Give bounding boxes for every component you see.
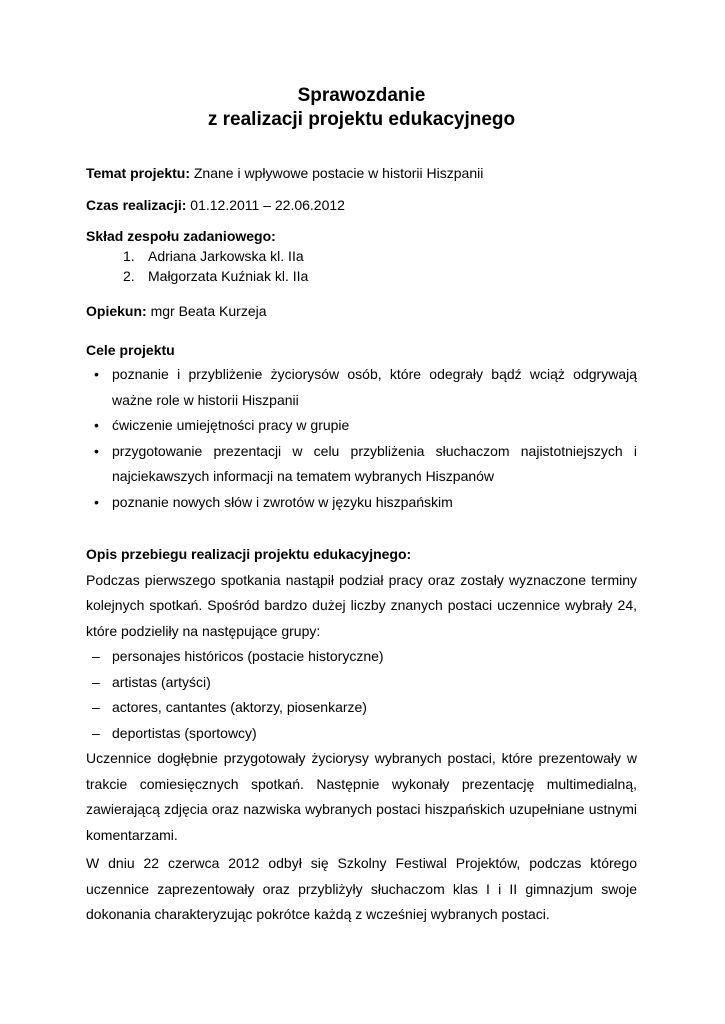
team-member <box>86 246 637 266</box>
duration-label: Czas realizacji: <box>86 197 187 213</box>
bullet-icon: • <box>94 493 99 510</box>
group-item <box>86 670 637 696</box>
goal-text: ćwiczenie umiejętności pracy w grupie <box>112 417 350 433</box>
topic-row <box>86 163 637 183</box>
goal-text: poznanie nowych słów i zwrotów w języku hiszpańskim <box>112 493 453 510</box>
goal-text: przygotowanie prezentacji w celu przybliżenia słuchaczom najistotniejszych i najciekawszych informacji na tematem wybranych Hiszpanów <box>112 442 637 484</box>
document-title-line2: z realizacji projektu edukacyjnego <box>207 109 516 130</box>
team-member-name: Adriana Jarkowska kl. IIa <box>148 248 304 264</box>
dash-icon: – <box>92 724 100 741</box>
team-member-number: 2. <box>123 268 135 284</box>
goal-text: poznanie i przybliżenie życiorysów osób, które odegrały bądź wciąż odgrywają ważne role w historii Hiszpanii <box>112 366 637 408</box>
document-title <box>86 84 637 132</box>
duration-value: 01.12.2011 – 22.06.2012 <box>190 197 345 213</box>
goals-list <box>86 362 637 515</box>
group-text: artistas (artyści) <box>112 673 211 690</box>
goal-item <box>86 362 637 413</box>
description-paragraph-work: Uczennice dogłębnie przygotowały życiorysy wybranych postaci, które prezentowały w trakcie comiesięcznych spotkań. Następnie wykonały prezentację multimedialną, zawierającą zdjęcia oraz nazwiska wybranych postaci hiszpańskich uzupełniane ustnymi komentarzami. <box>86 750 637 843</box>
goal-item <box>86 490 637 516</box>
bullet-icon: • <box>94 366 99 382</box>
goal-item <box>86 413 637 439</box>
goals-heading: Cele projektu <box>86 342 175 358</box>
group-text: actores, cantantes (aktorzy, piosenkarze) <box>112 699 367 715</box>
group-text: personajes históricos (postacie historyczne) <box>112 648 384 664</box>
description-heading: Opis przebiegu realizacji projektu edukacyjnego: <box>86 546 412 562</box>
team-heading: Skład zespołu zadaniowego: <box>86 228 276 244</box>
group-item <box>86 721 637 747</box>
topic-label: Temat projektu: <box>86 165 190 181</box>
supervisor-value: mgr Beata Kurzeja <box>150 303 267 319</box>
description-intro: Podczas pierwszego spotkania nastąpił podział pracy oraz zostały wyznaczone terminy kolejnych spotkań. Spośród bardzo dużej liczby znanych postaci uczennice wybrały 24, które podzieliły na następujące grupy: <box>86 571 637 639</box>
groups-list <box>86 644 637 746</box>
bullet-icon: • <box>94 417 99 433</box>
team-member-number: 1. <box>123 248 135 264</box>
description-paragraph-festival: W dniu 22 czerwca 2012 odbył się Szkolny Festiwal Projektów, podczas którego uczennice zaprezentowały oraz przybliżyły słuchaczom klas I i II gimnazjum swoje dokonania charakteryzując pokrótce każdą z wcześniej wybranych postaci. <box>86 855 637 922</box>
goal-item <box>86 439 637 490</box>
supervisor-label: Opiekun: <box>86 303 147 319</box>
dash-icon: – <box>92 699 100 715</box>
dash-icon: – <box>92 673 100 690</box>
group-item <box>86 695 637 721</box>
supervisor-row <box>86 301 637 321</box>
document-title-line1: Sprawozdanie <box>297 85 426 106</box>
group-text: deportistas (sportowcy) <box>112 724 257 741</box>
topic-value: Znane i wpływowe postacie w historii Hiszpanii <box>193 165 484 181</box>
bullet-icon: • <box>94 442 99 459</box>
dash-icon: – <box>92 648 100 664</box>
duration-row <box>86 195 637 215</box>
team-member-name: Małgorzata Kuźniak kl. IIa <box>148 268 309 284</box>
group-item <box>86 644 637 670</box>
team-member <box>86 266 637 286</box>
